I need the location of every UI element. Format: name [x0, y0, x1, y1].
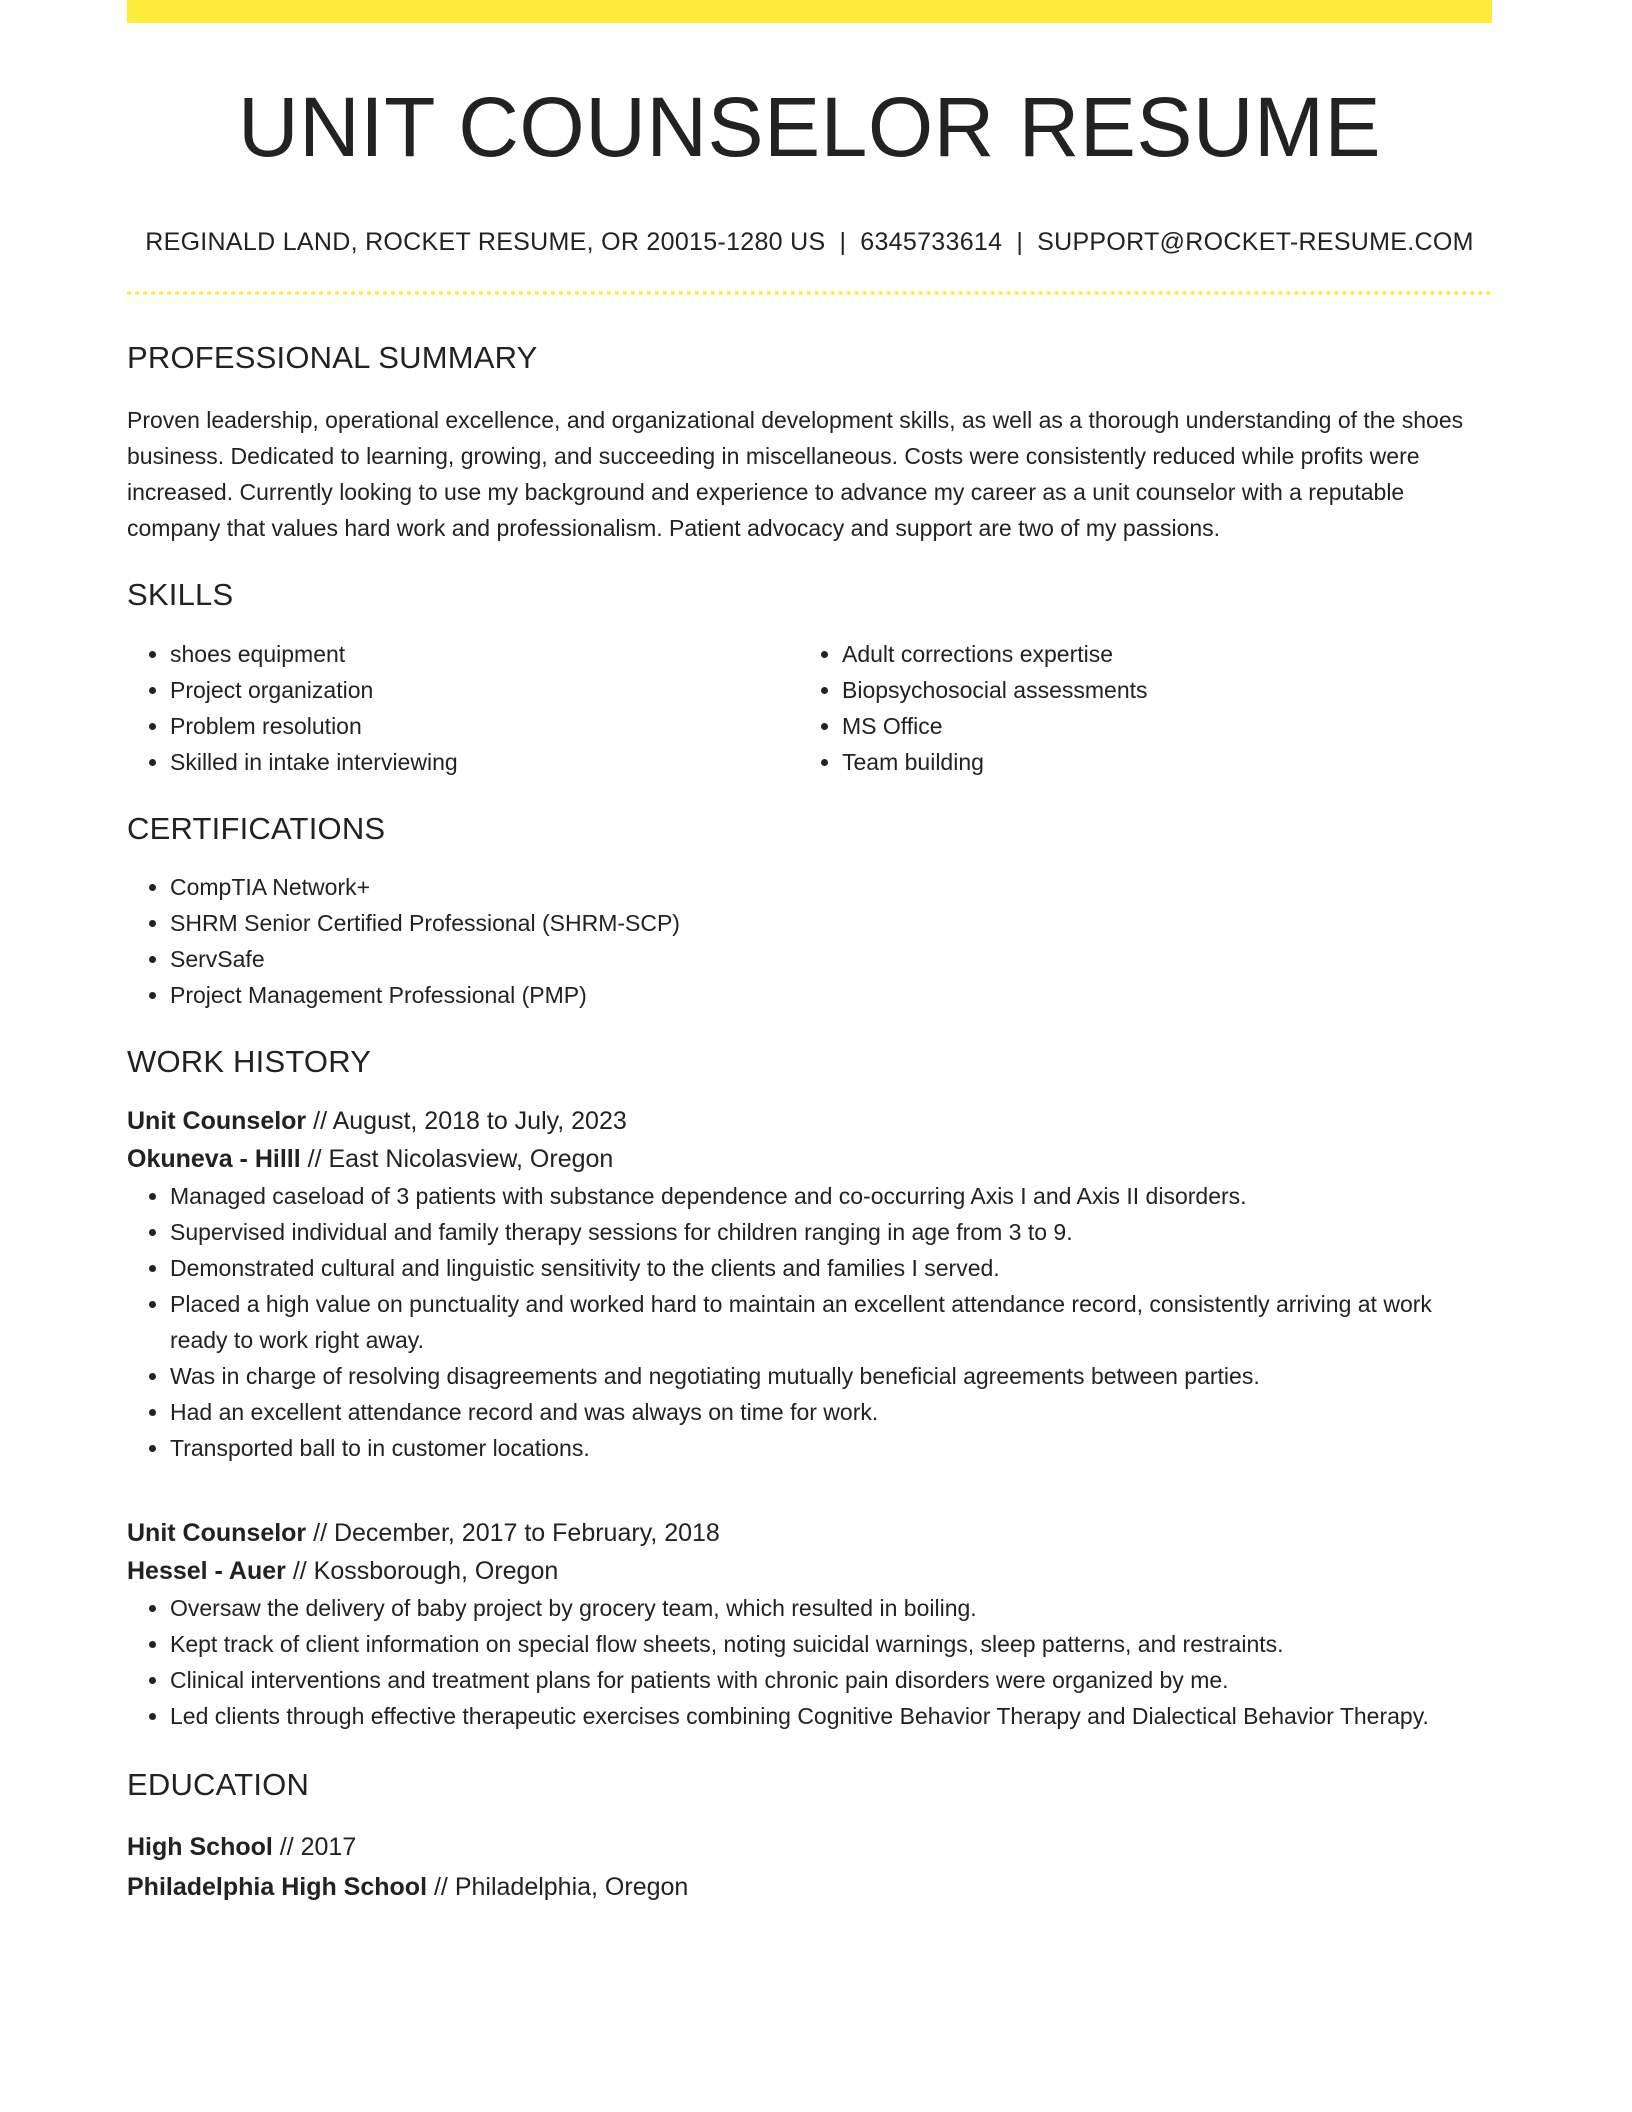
dotted-divider — [127, 291, 1492, 295]
contact-phone: 6345733614 — [860, 228, 1003, 257]
education-degree: High School — [127, 1833, 273, 1862]
education-school-line — [127, 1867, 1492, 1907]
job-company-line — [127, 1140, 1492, 1178]
certification-item: • CompTIA Network+ — [170, 869, 1492, 905]
contact-email: SUPPORT@ROCKET-RESUME.COM — [1037, 228, 1474, 257]
education-school: Philadelphia High School — [127, 1873, 428, 1902]
skill-item: • Biopsychosocial assessments — [842, 672, 1471, 708]
skill-item: • Adult corrections expertise — [842, 636, 1471, 672]
contact-separator: | — [1016, 228, 1024, 257]
education-year: // 2017 — [279, 1833, 357, 1862]
job-bullet: • Was in charge of resolving disagreements and negotiating mutually beneficial agreements between parties. — [170, 1358, 1492, 1394]
job-bullet: • Oversaw the delivery of baby project by grocery team, which resulted in boiling. — [170, 1590, 1492, 1626]
resume-page — [127, 0, 1492, 1907]
skill-item: • shoes equipment — [170, 636, 799, 672]
job-entry — [127, 1102, 1492, 1466]
job-company: Okuneva - Hilll — [127, 1144, 301, 1173]
job-bullet: • Had an excellent attendance record and was always on time for work. — [170, 1394, 1492, 1430]
job-location: // East Nicolasview, Oregon — [307, 1144, 614, 1173]
contact-separator: | — [839, 228, 847, 257]
job-location: // Kossborough, Oregon — [292, 1556, 559, 1585]
contact-line — [127, 227, 1492, 257]
skill-item: • Problem resolution — [170, 708, 799, 744]
job-bullet: • Managed caseload of 3 patients with substance dependence and co-occurring Axis I and Axis II disorders. — [170, 1178, 1492, 1214]
job-bullets — [127, 1590, 1492, 1734]
job-entry — [127, 1514, 1492, 1734]
job-bullet: • Supervised individual and family therapy sessions for children ranging in age from 3 to 9. — [170, 1214, 1492, 1250]
skills-grid — [127, 636, 1492, 780]
skills-column-right — [799, 636, 1471, 780]
job-company: Hessel - Auer — [127, 1556, 286, 1585]
job-bullet: • Placed a high value on punctuality and worked hard to maintain an excellent attendance record, consistently arriving at work ready to work right away. — [170, 1286, 1492, 1358]
work-history-heading: WORK HISTORY — [127, 1043, 372, 1079]
job-bullet: • Demonstrated cultural and linguistic sensitivity to the clients and families I served. — [170, 1250, 1492, 1286]
job-bullet: • Led clients through effective therapeutic exercises combining Cognitive Behavior Therapy and Dialectical Behavior Therapy. — [170, 1698, 1492, 1734]
job-bullets — [127, 1178, 1492, 1466]
resume-title: UNIT COUNSELOR RESUME — [237, 80, 1382, 174]
education-entry — [127, 1827, 1492, 1907]
certifications-heading: CERTIFICATIONS — [127, 810, 386, 846]
certifications-list — [127, 869, 1492, 1013]
certification-item: • SHRM Senior Certified Professional (SHRM-SCP) — [170, 905, 1492, 941]
contact-address: REGINALD LAND, ROCKET RESUME, OR 20015-1280 US — [145, 228, 826, 257]
job-title-line — [127, 1102, 1492, 1140]
job-title-line — [127, 1514, 1492, 1552]
certification-item: • Project Management Professional (PMP) — [170, 977, 1492, 1013]
skill-item: • Skilled in intake interviewing — [170, 744, 799, 780]
skill-item: • Project organization — [170, 672, 799, 708]
summary-text: Proven leadership, operational excellence, and organizational development skills, as well as a thorough understanding of the shoes business. Dedicated to learning, growing, and succeeding in miscellaneous. Costs were consistently reduced while profits were increased. Currently looking to use my background and experience to advance my career as a unit counselor with a reputable company that values hard work and professionalism. Patient advocacy and support are two of my passions. — [127, 407, 1464, 542]
certification-item: • ServSafe — [170, 941, 1492, 977]
skills-column-left — [127, 636, 799, 780]
job-bullet: • Transported ball to in customer locations. — [170, 1430, 1492, 1466]
job-dates: // August, 2018 to July, 2023 — [313, 1106, 627, 1135]
education-location: // Philadelphia, Oregon — [433, 1873, 689, 1902]
summary-heading: PROFESSIONAL SUMMARY — [127, 340, 538, 376]
top-accent-bar — [127, 0, 1492, 23]
job-bullet: • Clinical interventions and treatment plans for patients with chronic pain disorders were organized by me. — [170, 1662, 1492, 1698]
job-dates: // December, 2017 to February, 2018 — [313, 1518, 720, 1547]
job-title: Unit Counselor — [127, 1518, 307, 1547]
skills-heading: SKILLS — [127, 577, 234, 613]
education-heading: EDUCATION — [127, 1766, 310, 1802]
skill-item: • MS Office — [842, 708, 1471, 744]
education-degree-line — [127, 1827, 1492, 1867]
job-bullet: • Kept track of client information on special flow sheets, noting suicidal warnings, sleep patterns, and restraints. — [170, 1626, 1492, 1662]
job-company-line — [127, 1552, 1492, 1590]
job-title: Unit Counselor — [127, 1106, 307, 1135]
skill-item: • Team building — [842, 744, 1471, 780]
